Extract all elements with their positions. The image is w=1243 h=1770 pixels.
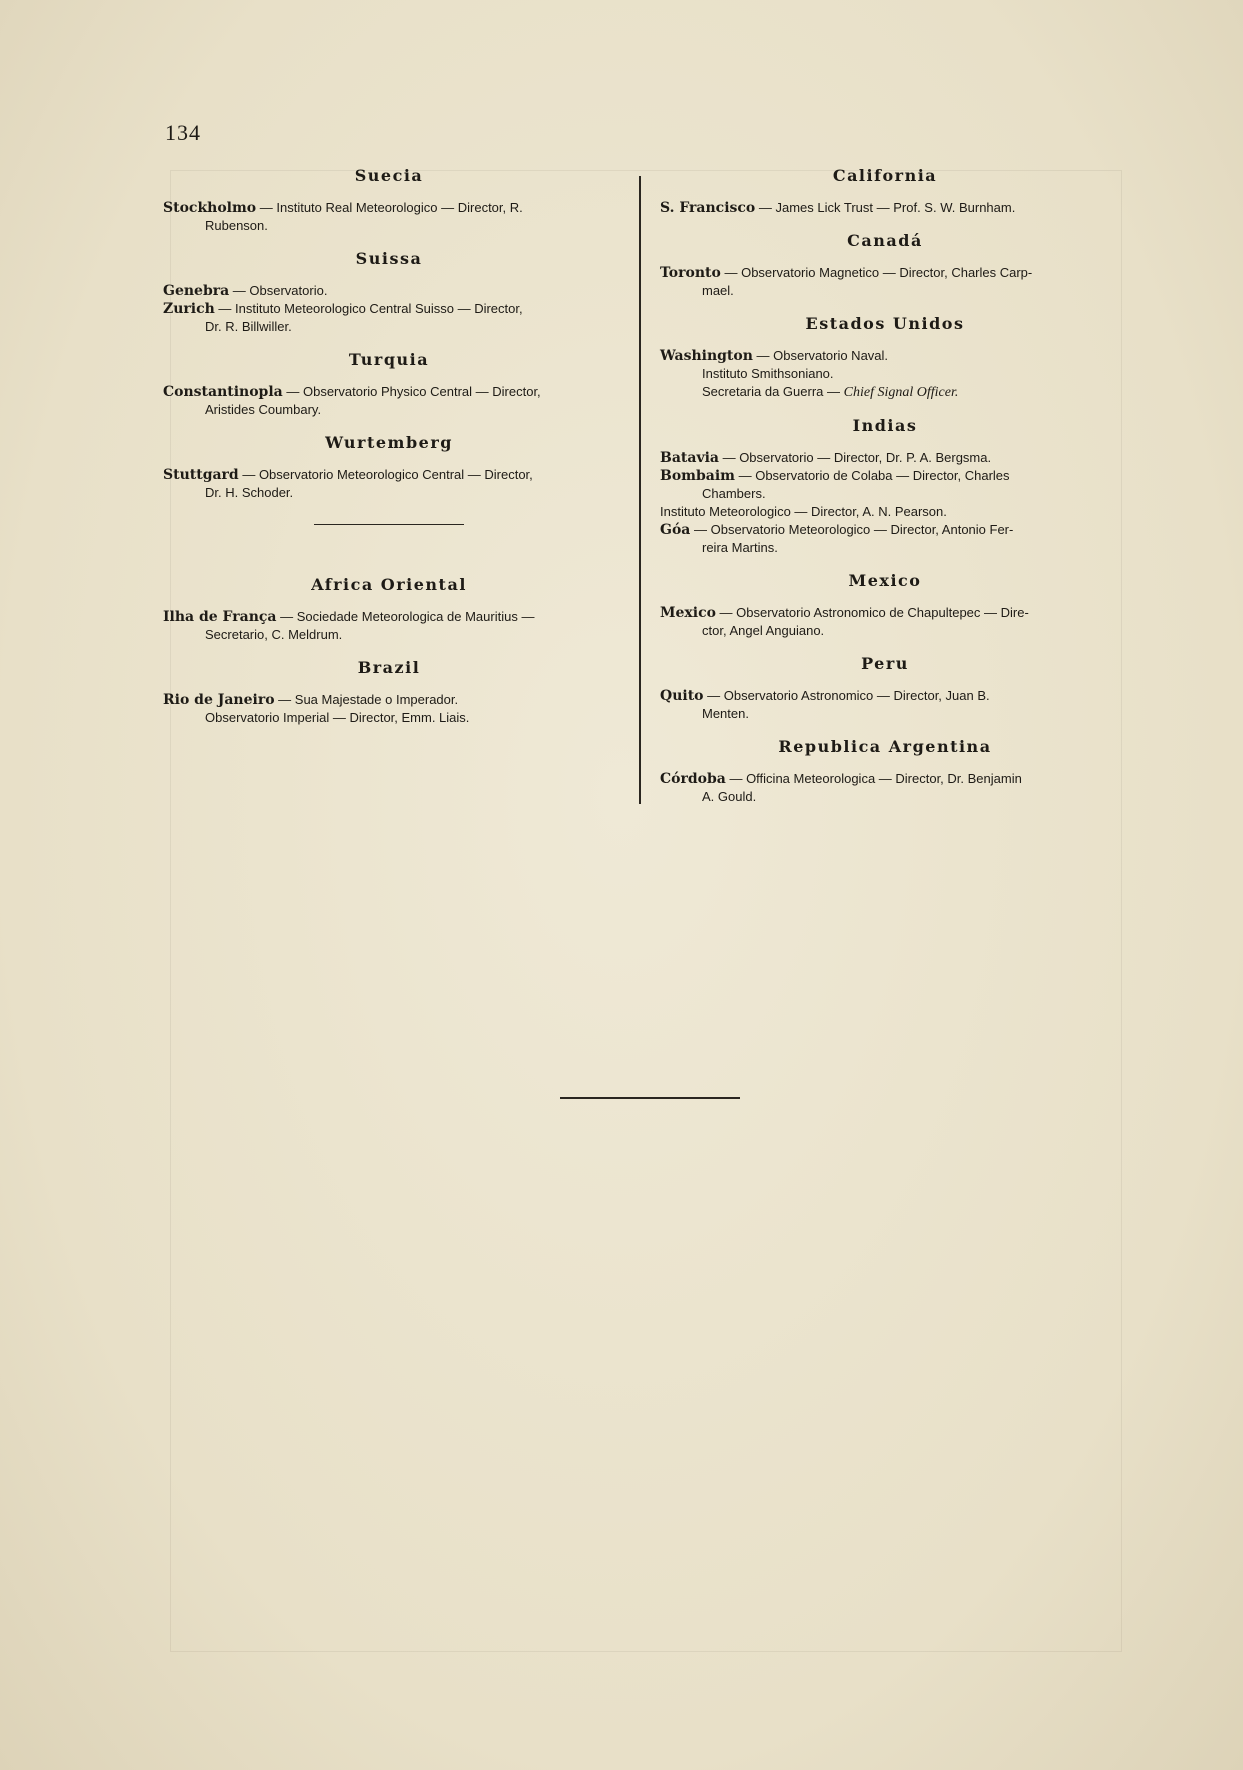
entry-text: — Observatorio Magnetico — Director, Charles Carp- <box>720 265 1033 280</box>
section-suecia <box>163 166 615 235</box>
entry-text: — Sua Majestade o Imperador. <box>274 692 459 707</box>
city-name: Bombaim <box>660 468 735 484</box>
country-heading: Africa Oriental <box>311 575 467 594</box>
entry-text: — Instituto Real Meteorologico — Director, R. <box>256 200 523 215</box>
end-rule <box>560 1097 740 1099</box>
city-name: Washington <box>660 348 753 364</box>
city-name: S. Francisco <box>660 200 756 216</box>
section-turquia <box>163 350 615 419</box>
city-name: Córdoba <box>660 771 726 787</box>
country-heading: Suissa <box>355 249 423 268</box>
country-heading: Brazil <box>357 658 421 677</box>
entry <box>660 687 1110 723</box>
entry-text: — Observatorio — Director, Dr. P. A. Bergsma. <box>718 450 992 465</box>
entry-continuation: Instituto Smithsoniano. <box>702 366 834 381</box>
entry-continuation: Rubenson. <box>205 218 268 233</box>
entry-continuation: Dr. R. Billwiller. <box>205 319 292 334</box>
section-canada <box>660 231 1110 300</box>
section-republica-argentina <box>660 737 1110 806</box>
entry-continuation: Observatorio Imperial — Director, Emm. Liais. <box>205 710 470 725</box>
entry-text: — Observatorio. <box>229 283 328 298</box>
left-column <box>163 166 615 741</box>
entry-text: — Observatorio Astronomico — Director, Juan B. <box>703 688 990 703</box>
page-number: 134 <box>165 120 201 145</box>
entry-text: — Observatorio de Colaba — Director, Charles <box>734 468 1010 483</box>
entry-text: — Observatorio Meteorologico — Director, Antonio Fer- <box>690 522 1014 537</box>
entry-text: — Observatorio Meteorologico Central — Director, <box>238 467 533 482</box>
entry-continuation: Menten. <box>702 706 749 721</box>
country-heading: Canadá <box>847 231 923 250</box>
entry <box>163 466 615 502</box>
entry-text: — Observatorio Physico Central — Director, <box>282 384 541 399</box>
entry-text: — Observatorio Astronomico de Chapultepec — Dire- <box>715 605 1029 620</box>
entry-continuation: Chambers. <box>702 486 766 501</box>
entry-continuation-italic: Chief Signal Officer. <box>843 385 959 400</box>
entry-text: — Sociedade Meteorologica de Mauritius — <box>276 609 535 624</box>
column-divider <box>639 176 641 804</box>
city-name: Ilha de França <box>163 609 277 625</box>
country-heading: Wurtemberg <box>325 433 453 452</box>
city-name: Constantinopla <box>163 384 283 400</box>
country-heading: Republica Argentina <box>778 737 992 756</box>
section-africa-oriental <box>163 575 615 644</box>
entry-continuation: A. Gould. <box>702 789 757 804</box>
section-wurtemberg <box>163 433 615 502</box>
section-suissa <box>163 249 615 336</box>
section-california <box>660 166 1110 217</box>
entry <box>660 503 1110 521</box>
section-mexico <box>660 571 1110 640</box>
entry <box>660 199 1110 217</box>
entry <box>163 282 615 300</box>
entry <box>163 383 615 419</box>
section-estados-unidos <box>660 314 1110 402</box>
entry-text: — Observatorio Naval. <box>752 348 889 363</box>
entry-continuation-plain: Secretaria da Guerra — <box>702 384 844 399</box>
city-name: Genebra <box>163 283 230 299</box>
country-heading: Indias <box>852 416 918 435</box>
entry-continuation: ctor, Angel Anguiano. <box>702 623 825 638</box>
country-heading: California <box>832 166 938 185</box>
entry <box>660 770 1110 806</box>
city-name: Quito <box>660 688 704 704</box>
entry-continuation: Dr. H. Schoder. <box>205 485 294 500</box>
entry-text: — Instituto Meteorologico Central Suisso — Director, <box>214 301 523 316</box>
entry <box>163 691 615 727</box>
city-name: Batavia <box>660 450 719 466</box>
city-name: Mexico <box>660 605 716 621</box>
entry <box>660 347 1110 402</box>
entry-text: — Officina Meteorologica — Director, Dr. Benjamin <box>725 771 1022 786</box>
country-heading: Turquia <box>348 350 430 369</box>
country-heading: Suecia <box>354 166 424 185</box>
entry-text: Instituto Meteorologico — Director, A. N. Pearson. <box>660 504 947 519</box>
entry <box>660 521 1110 557</box>
section-divider <box>314 524 464 525</box>
city-name: Góa <box>660 522 691 538</box>
entry <box>660 449 1110 467</box>
country-heading: Estados Unidos <box>805 314 965 333</box>
city-name: Stuttgard <box>163 467 239 483</box>
city-name: Zurich <box>163 301 215 317</box>
right-column <box>660 166 1110 820</box>
entry <box>163 608 615 644</box>
city-name: Rio de Janeiro <box>163 692 275 708</box>
city-name: Stockholmo <box>163 200 257 216</box>
entry-continuation: Secretario, C. Meldrum. <box>205 627 343 642</box>
entry-continuation <box>660 383 1110 402</box>
country-heading: Mexico <box>848 571 922 590</box>
country-heading: Peru <box>861 654 909 673</box>
entry <box>660 467 1110 503</box>
entry-continuation: reira Martins. <box>702 540 778 555</box>
entry-continuation: Aristides Coumbary. <box>205 402 322 417</box>
entry-text: — James Lick Trust — Prof. S. W. Burnham. <box>755 200 1016 215</box>
entry <box>660 264 1110 300</box>
entry <box>163 199 615 235</box>
section-indias <box>660 416 1110 557</box>
entry <box>660 604 1110 640</box>
city-name: Toronto <box>660 265 721 281</box>
entry <box>163 300 615 336</box>
section-peru <box>660 654 1110 723</box>
entry-continuation: mael. <box>702 283 734 298</box>
section-brazil <box>163 658 615 727</box>
